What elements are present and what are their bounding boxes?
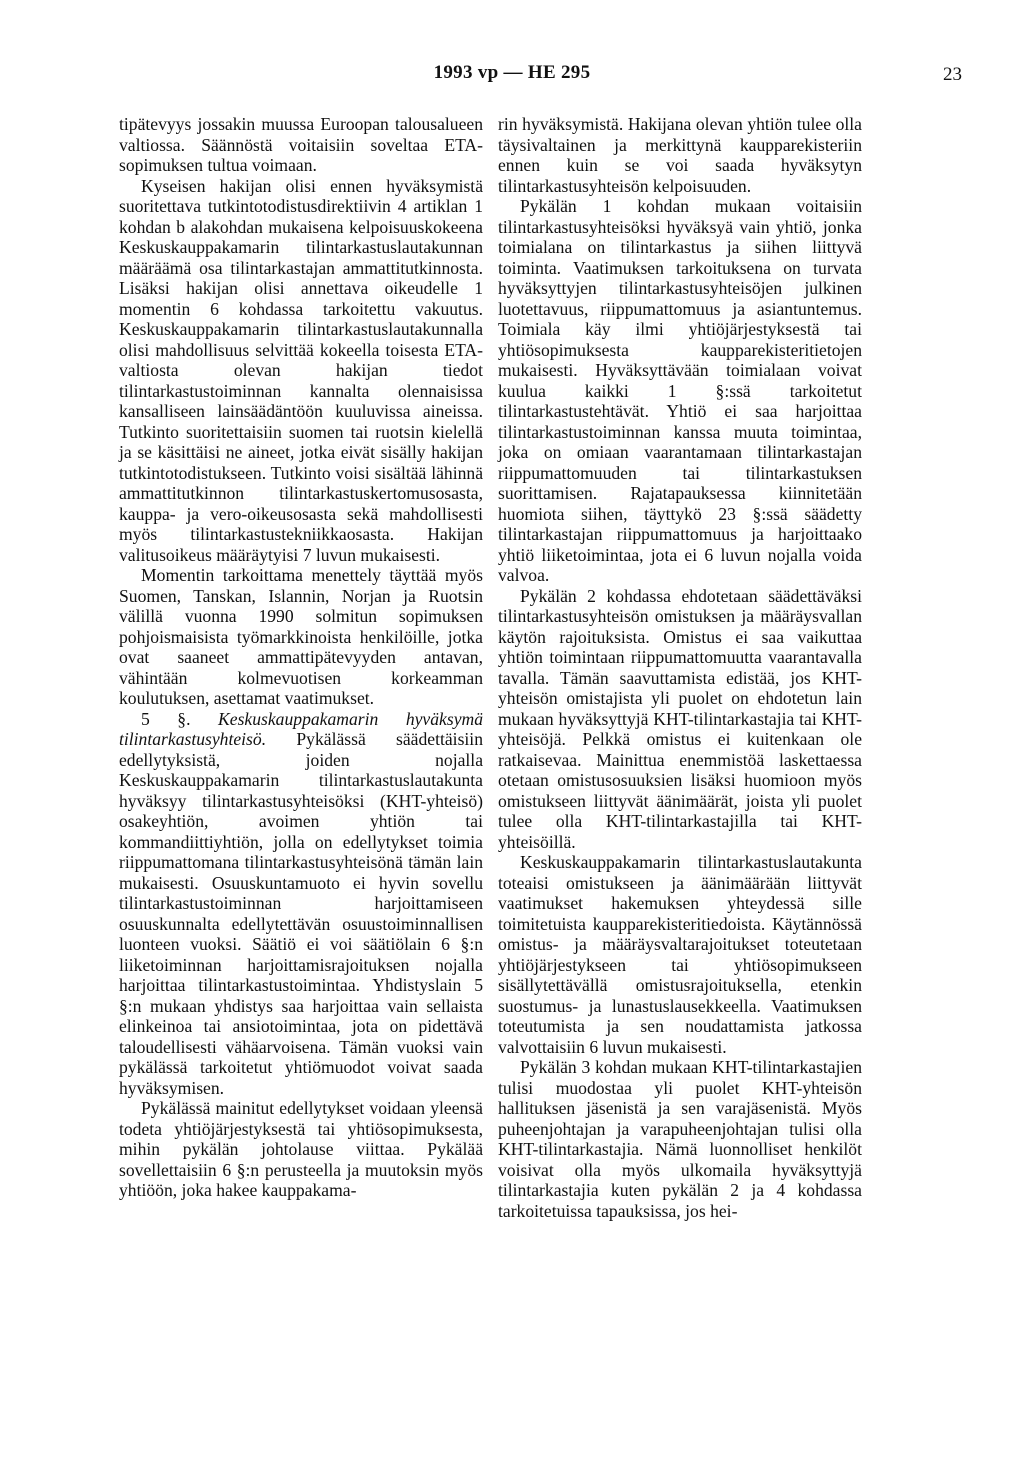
page-number: 23	[943, 64, 962, 85]
left-paragraph-5: Pykälässä mainitut edellytykset voidaan yleensä todeta yhtiöjärjestyksestä tai yhtiösopimuksesta, mihin pykälän johtolause viittaa. Pykälää sovellettaisiin 6 §:n perusteella ja muutoksin myös yhtiöön, joka hakee kauppakama-	[119, 1098, 483, 1200]
right-paragraph-1: rin hyväksymistä. Hakijana olevan yhtiön tulee olla täysivaltainen ja merkittynä kaupparekisteriin ennen kuin se voi saada hyväksytyn tilintarkastusyhteisön kelpoisuuden.	[498, 114, 862, 196]
left-column	[119, 114, 483, 1201]
right-paragraph-3: Pykälän 2 kohdassa ehdotetaan säädettäväksi tilintarkastusyhteisön omistuksen ja määräysvallan käytön rajoituksista. Omistus ei saa vaikuttaa yhtiön toimintaan riippumattomuutta vaarantavalla tavalla. Tämän saavuttamista edistää, jos KHT-yhteisön omistajista yli puolet on ehdotetun lain mukaan hyväksyttyjä KHT-tilintarkastajia tai KHT-yhteisöjä. Pelkkä omistus ei kuitenkaan ole ratkaisevaa. Mainittua enemmistöä laskettaessa otetaan omistusosuuksien lisäksi huomioon myös omistukseen liittyvät äänimäärät, joista yli puolet tulee olla KHT-tilintarkastajilla tai KHT-yhteisöillä.	[498, 585, 862, 852]
left-paragraph-1: tipätevyys jossakin muussa Euroopan talousalueen valtiossa. Säännöstä voitaisiin soveltaa ETA-sopimuksen tultua voimaan.	[119, 114, 483, 175]
right-paragraph-4: Keskuskauppakamarin tilintarkastuslautakunta toteaisi omistukseen ja äänimäärään liittyvät vaatimukset hakemuksen yhteydessä sille toimitetuista kaupparekisteritiedoista. Käytännössä omistus- ja määräysvaltarajoitukset toteutetaan yhtiöjärjestykseen tai yhtiösopimukseen sisällytettävällä omistusrajoituksella, etenkin suostumus- ja lunastuslausekkeella. Vaatimuksen toteutumista ja sen noudattamista jatkossa valvottaisiin 6 luvun mukaisesti.	[498, 852, 862, 1057]
section-heading: Keskuskauppakamarin hyväksymä tilintarkastusyhteisö.	[119, 708, 483, 749]
right-paragraph-2: Pykälän 1 kohdan mukaan voitaisiin tilintarkastusyhteisöksi hyväksyä vain yhtiö, jonka toimialana on tilintarkastus ja siihen liittyvä toiminta. Vaatimuksen tarkoituksena on turvata hyväksyttyjen tilintarkastusyhteisöjen julkinen luotettavuus, riippumattomuus ja asiantuntemus. Toimiala käy ilmi yhtiöjärjestyksestä tai yhtiösopimuksesta kaupparekisteritietojen mukaisesti. Hyväksyttävään toimialaan voivat kuulua kaikki 1 §:ssä tarkoitetut tilintarkastustehtävät. Yhtiö ei saa harjoittaa tilintarkastustoiminnan kanssa muuta toimintaa, joka on omiaan vaarantamaan tilintarkastajan riippumattomuuden tai tilintarkastuksen suorittamisen. Rajatapauksessa kiinnitetään huomiota siihen, täyttykö 23 §:ssä säädetty tilintarkastajan riippumattomuus ja harjoittaako yhtiö liiketoimintaa, jota ei 6 luvun nojalla voida valvoa.	[498, 196, 862, 585]
running-title: 1993 vp — HE 295	[433, 62, 591, 83]
right-paragraph-5: Pykälän 3 kohdan mukaan KHT-tilintarkastajien tulisi muodostaa yli puolet KHT-yhteisön hallituksen jäsenistä ja sen varajäsenistä. Myös puheenjohtajan ja varapuheenjohtajan tulisi olla KHT-tilintarkastajia. Nämä luonnolliset henkilöt voisivat olla myös ulkomaila hyväksyttyjä tilintarkastajia kuten pykälän 2 ja 4 kohdassa tarkoitetuissa tapauksissa, jos hei-	[498, 1057, 862, 1221]
page-header	[0, 62, 1024, 92]
section-number: 5 §.	[141, 708, 191, 729]
right-column	[498, 114, 862, 1221]
left-paragraph-4	[119, 709, 483, 1099]
left-paragraph-3: Momentin tarkoittama menettely täyttää myös Suomen, Tanskan, Islannin, Norjan ja Ruotsin välillä vuonna 1990 solmitun sopimuksen pohjoismaisista työmarkkinoista henkilöille, jotka ovat saaneet ammattipätevyyden antavan, vähintään kolmevuotisen korkeamman koulutuksen, asettamat vaatimukset.	[119, 565, 483, 708]
section-body: Pykälässä säädettäisiin edellytyksistä, joiden nojalla Keskuskauppakamarin tilintarkastuslautakunta hyväksyy tilintarkastusyhteisöksi (KHT-yhteisö) osakeyhtiön, avoimen yhtiön tai kommandiittiyhtiön, jolla on edellytykset toimia riippumattomana tilintarkastusyhteisönä tämän lain mukaisesti. Osuuskuntamuoto ei hyvin sovellu tilintarkastustoiminnan harjoittamiseen osuuskunnalta edellytettävän osuustoiminnallisen luonteen vuoksi. Säätiö ei voi säätiölain 6 §:n liiketoiminnan harjoittamisrajoituksen nojalla harjoittaa tilintarkastustoimintaa. Yhdistyslain 5 §:n mukaan yhdistys saa harjoittaa vain sellaista elinkeinoa tai ansiotoimintaa, jota on pidettävä taloudellisesti vähäarvoisena. Tämän vuoksi vain pykälässä tarkoitetut yhtiömuodot voivat saada hyväksymisen.	[119, 729, 483, 1098]
left-paragraph-2: Kyseisen hakijan olisi ennen hyväksymistä suoritettava tutkintotodistusdirektiivin 4 artiklan 1 kohdan b alakohdan mukaisena kelpoisuuskokeena Keskuskauppakamarin tilintarkastuslautakunnan määräämä osa tilintarkastajan ammattitutkinnosta. Lisäksi hakijan olisi annettava oikeudelle 1 momentin 6 kohdassa tarkoitettu vakuutus. Keskuskauppakamarin tilintarkastuslautakunnalla olisi mahdollisuus selvittää kokeella toisesta ETA-valtiosta olevan hakijan tiedot tilintarkastustoiminnan kannalta olennaisissa kansalliseen lainsäädäntöön kuuluvissa aineissa. Tutkinto suoritettaisiin suomen tai ruotsin kielellä ja se käsittäisi ne aineet, jotka eivät sisälly hakijan tutkintotodistukseen. Tutkinto voisi sisältää lähinnä ammattitutkinnon tilintarkastuskertomusosasta, kauppa- ja vero-oikeusosasta sekä mahdollisesti myös tilintarkastustekniikkaosasta. Hakijan valitusoikeus määräytyisi 7 luvun mukaisesti.	[119, 175, 483, 565]
